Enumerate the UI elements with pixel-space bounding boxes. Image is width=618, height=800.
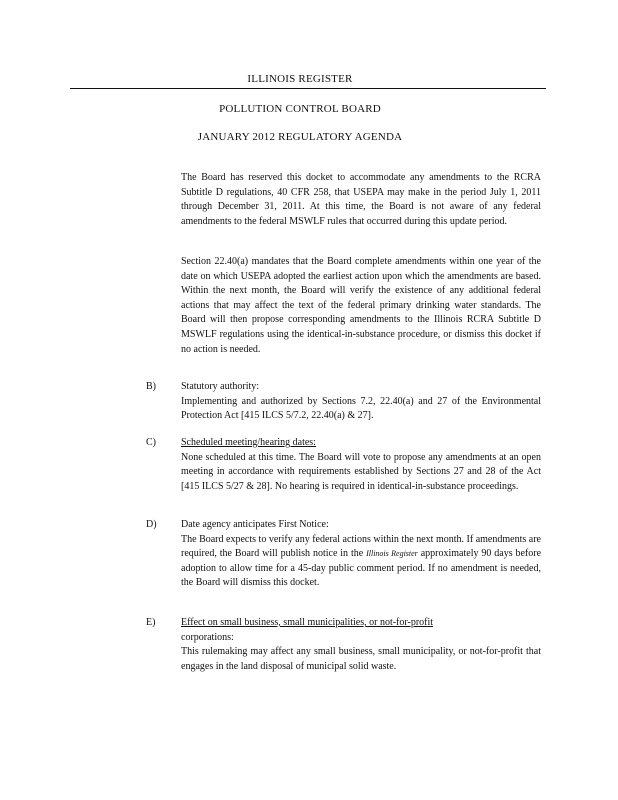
section-b-body: Implementing and authorized by Sections 7.2, 22.40(a) and 27 of the Environmental Protection Act [415 ILCS 5/7.2, 22.40(a) & 27].	[181, 395, 541, 422]
section-e	[181, 616, 541, 674]
section-c	[181, 436, 541, 494]
agenda-title: JANUARY 2012 REGULATORY AGENDA	[197, 131, 403, 143]
section-d-body-end: approximately 90 days before adoption to allow time for a 45-day public comment period. If no amendment is needed, the Board will dismiss this docket.	[181, 548, 542, 589]
section-c-heading: Scheduled meeting/hearing dates:	[181, 437, 316, 448]
section-b-letter: B)	[146, 381, 156, 392]
section-d-body	[181, 533, 541, 591]
illinois-register-italic: Illinois Register	[366, 549, 418, 559]
section-e-letter: E)	[146, 617, 156, 628]
header-rule	[70, 88, 546, 89]
section-c-body: None scheduled at this time. The Board will vote to propose any amendments at an open meeting in accordance with requirements established by Sections 27 and 28 of the Act [415 ILCS 5/27 & 28]. No hearing is required in identical-in-substance proceedings.	[181, 451, 541, 492]
section-d-body-start: The Board expects to verify any federal actions within the next month. If amendments are required, the Board will publish notice in the	[181, 533, 541, 560]
section-e-heading: Effect on small business, small municipalities, or not-for-profit	[181, 617, 434, 628]
section-b-heading: Statutory authority:	[181, 381, 260, 392]
section-e-body: This rulemaking may affect any small business, small municipality, or not-for-profit that engages in the land disposal of municipal solid waste.	[181, 646, 541, 672]
section-d	[181, 518, 541, 591]
section-e-heading-2: corporations:	[181, 631, 234, 643]
intro-paragraph-1: The Board has reserved this docket to accommodate any amendments to the RCRA Subtitle D regulations, 40 CFR 258, that USEPA may make in the period July 1, 2011 through December 31, 2011. At this time, the Board is not aware of any federal amendments to the federal MSWLF rules that occurred during this update period.	[181, 172, 541, 227]
section-c-letter: C)	[146, 437, 156, 448]
section-d-letter: D)	[146, 519, 157, 530]
section-b	[181, 380, 541, 424]
register-title: ILLINOIS REGISTER	[247, 73, 353, 85]
board-title: POLLUTION CONTROL BOARD	[219, 103, 381, 115]
intro-paragraph-2: Section 22.40(a) mandates that the Board complete amendments within one year of the date on which USEPA adopted the earliest action upon which the amendments are based. Within the next month, the Board will verify the existence of any additional federal actions that may affect the text of the federal primary drinking water standards. The Board will then propose corresponding amendments to the Illinois RCRA Subtitle D MSWLF regulations using the identical-in-substance procedure, or dismiss this docket if no action is needed.	[181, 256, 541, 355]
section-d-heading: Date agency anticipates First Notice:	[181, 519, 329, 530]
